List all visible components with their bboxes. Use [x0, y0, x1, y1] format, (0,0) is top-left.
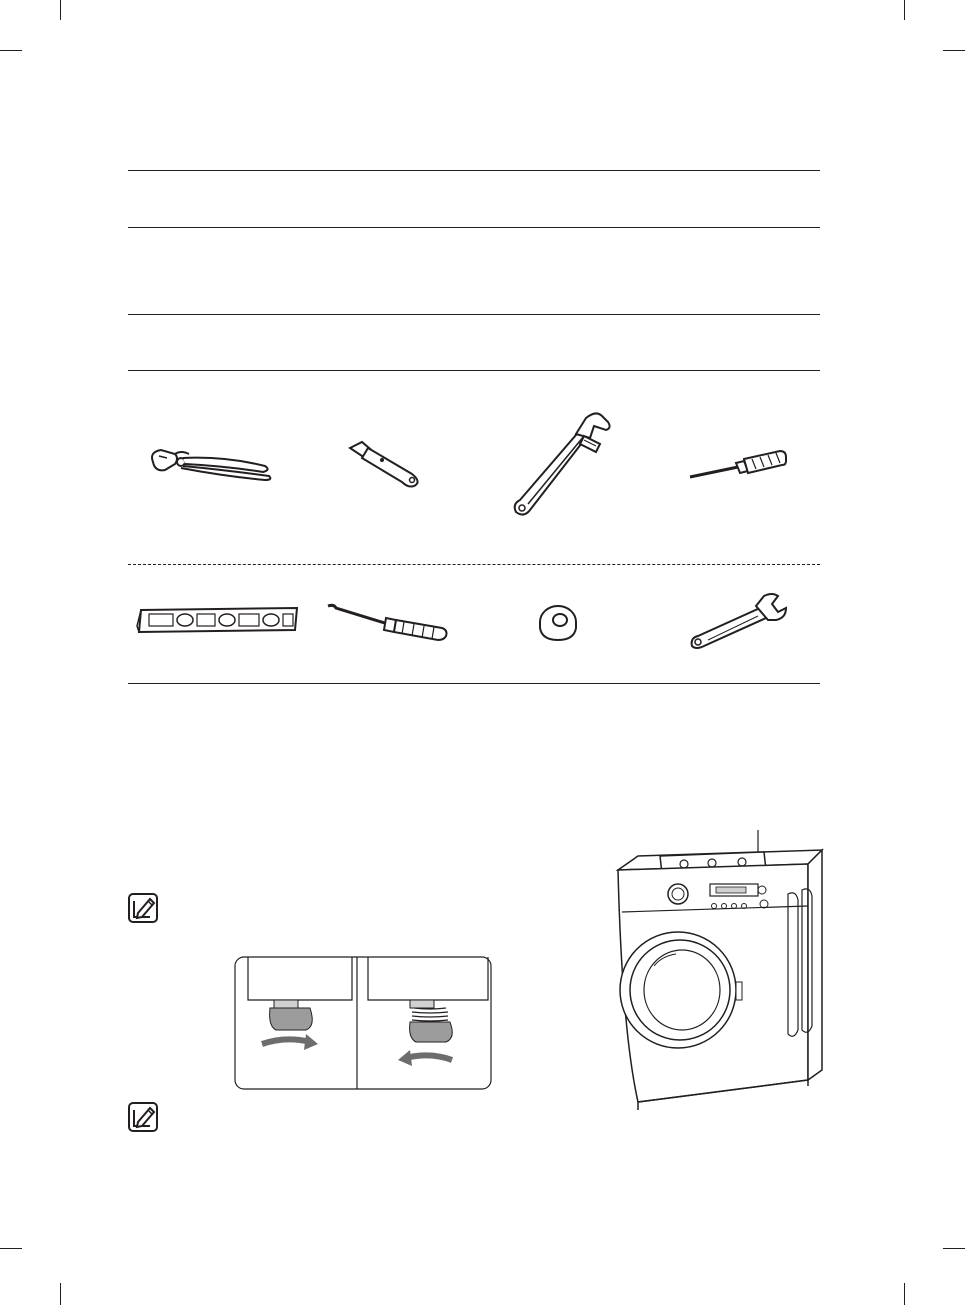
adjustable-wrench-icon	[688, 592, 788, 652]
leveling-feet-illustration	[234, 956, 492, 1090]
rule-5	[128, 683, 820, 684]
crop-mark-bottom-right-h	[943, 1248, 965, 1249]
rule-1	[128, 170, 820, 171]
crop-mark-bottom-left-h	[0, 1248, 22, 1249]
note-pencil-icon	[128, 893, 158, 923]
level-icon	[135, 604, 301, 636]
pipe-wrench-icon	[510, 408, 614, 520]
utility-knife-icon	[348, 438, 424, 488]
front-load-washer-with-level	[598, 830, 824, 1112]
rule-2	[128, 227, 820, 228]
rule-3	[128, 314, 820, 315]
crop-mark-top-right-v	[904, 0, 905, 20]
rule-dashed	[128, 564, 820, 565]
pliers-icon	[145, 440, 275, 485]
note-pencil-icon	[128, 1102, 158, 1132]
screwdriver-icon	[326, 600, 450, 642]
crop-mark-bottom-left-v	[60, 1283, 61, 1305]
crop-mark-top-left-h	[0, 50, 22, 51]
rule-4	[128, 370, 820, 371]
crop-mark-top-right-h	[943, 50, 965, 51]
crop-mark-top-left-v	[60, 0, 61, 20]
screwdriver-icon	[688, 447, 788, 482]
tape-roll-icon	[536, 600, 580, 642]
crop-mark-bottom-right-v	[904, 1283, 905, 1305]
